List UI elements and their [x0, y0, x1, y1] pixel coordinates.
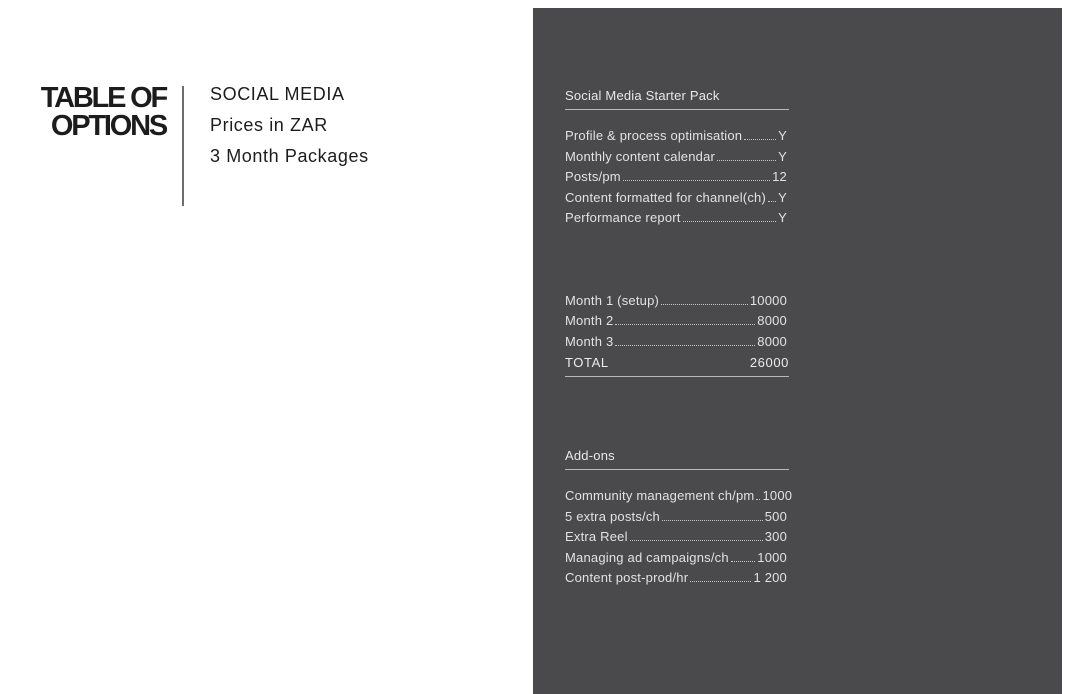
dot-leader	[756, 488, 760, 500]
item-value: 1000	[757, 550, 787, 565]
item-value: 12	[772, 169, 787, 184]
item-label: Community management ch/pm	[565, 488, 755, 503]
item-value: 300	[764, 529, 787, 544]
dot-leader	[615, 334, 755, 346]
addon-item	[565, 570, 787, 590]
dot-leader	[690, 570, 751, 582]
item-label: Profile & process optimisation	[565, 128, 743, 143]
table-of-options-title	[40, 84, 166, 140]
starter-pack-heading: Social Media Starter Pack	[565, 88, 789, 110]
dot-leader	[630, 529, 763, 541]
item-label: Month 3	[565, 334, 614, 349]
starter-item	[565, 128, 787, 148]
dot-leader	[744, 128, 776, 140]
dot-leader	[615, 313, 755, 325]
total-row	[565, 355, 789, 377]
item-value: 8000	[757, 334, 787, 349]
dot-leader	[731, 550, 755, 562]
item-label: Content post-prod/hr	[565, 570, 689, 585]
item-label: Monthly content calendar	[565, 149, 716, 164]
item-label: Managing ad campaigns/ch	[565, 550, 729, 565]
dot-leader	[683, 210, 777, 222]
options-panel	[533, 8, 1062, 694]
title-line-1: TABLE OF	[40, 82, 166, 114]
dot-leader	[662, 509, 763, 521]
item-label: Month 1 (setup)	[565, 293, 660, 308]
addons-heading: Add-ons	[565, 448, 789, 470]
pricing-item	[565, 313, 787, 333]
dot-leader	[768, 190, 776, 202]
subhead-prices: Prices in ZAR	[210, 115, 328, 135]
item-value: Y	[778, 149, 787, 164]
item-value: Y	[778, 190, 787, 205]
item-value: 1000	[762, 488, 793, 503]
pricing-item	[565, 293, 787, 313]
item-value: 10000	[749, 293, 787, 308]
dot-leader	[623, 169, 770, 181]
item-value: 1 200	[753, 570, 787, 585]
subhead-packages: 3 Month Packages	[210, 146, 369, 166]
addon-item	[565, 550, 787, 570]
item-label: Content formatted for channel(ch)	[565, 190, 766, 205]
subhead-social-media: SOCIAL MEDIA	[210, 84, 345, 104]
item-value: Y	[778, 128, 787, 143]
starter-item	[565, 190, 787, 210]
total-value: 26000	[749, 355, 789, 370]
item-label: Extra Reel	[565, 529, 628, 544]
addon-item	[565, 509, 787, 529]
starter-item	[565, 169, 787, 189]
item-label: Month 2	[565, 313, 614, 328]
addon-item	[565, 529, 787, 549]
item-label: 5 extra posts/ch	[565, 509, 660, 524]
starter-item	[565, 210, 787, 230]
item-value: Y	[778, 210, 787, 225]
pricing-item	[565, 334, 787, 354]
item-value: 500	[764, 509, 787, 524]
item-label: Performance report	[565, 210, 681, 225]
starter-item	[565, 149, 787, 169]
dot-leader	[717, 149, 776, 161]
total-label: TOTAL	[565, 355, 609, 370]
item-label: Posts/pm	[565, 169, 621, 184]
vertical-divider	[182, 86, 184, 206]
title-line-2: OPTIONS	[50, 110, 166, 142]
dot-leader	[661, 293, 748, 305]
addon-item	[565, 488, 793, 508]
item-value: 8000	[757, 313, 787, 328]
